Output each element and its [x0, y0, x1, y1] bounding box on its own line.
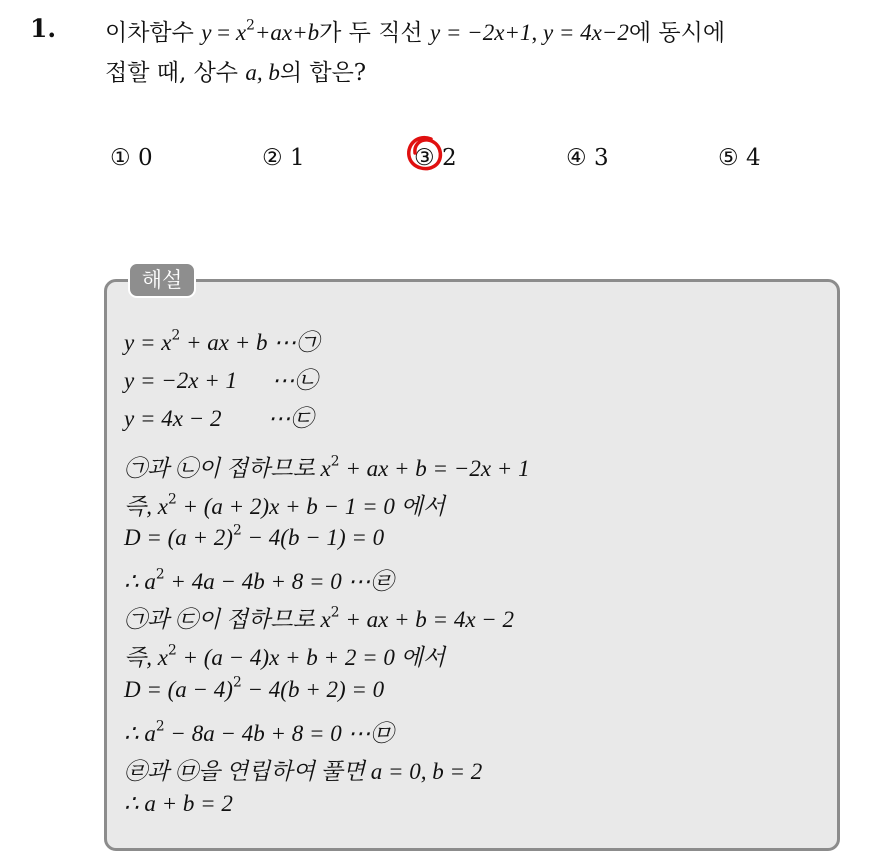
choice-5[interactable] [718, 145, 761, 171]
equation-x: x [235, 20, 247, 45]
solution-line [124, 400, 313, 433]
question-text: 이차함수 [105, 20, 202, 46]
solution-text: y = x [124, 330, 172, 355]
choice-value: 1 [289, 145, 305, 171]
choice-1[interactable] [110, 145, 153, 171]
exponent: 2 [232, 522, 242, 539]
solution-text: ∴ a + b = 2 [124, 791, 233, 816]
equation-equals: = [211, 20, 236, 45]
solution-text: ∴ a [124, 569, 156, 594]
solution-text: ⋯㉢ [221, 406, 314, 431]
exponent: 2 [232, 674, 242, 691]
solution-text: + (a + 2)x + b − 1 = 0 에서 [176, 494, 446, 519]
exponent: 2 [155, 566, 165, 583]
exponent: 2 [167, 642, 177, 659]
question-text: 의 합은? [279, 60, 367, 86]
choice-symbol: ② [262, 145, 283, 171]
solution-line [124, 563, 394, 596]
solution-text: + ax + b = −2x + 1 [339, 456, 530, 481]
solution-line [124, 791, 233, 817]
solution-text: ⋯㉡ [236, 368, 318, 393]
solution-line [124, 488, 445, 521]
equation-y: y [201, 20, 212, 45]
solution-line [124, 753, 482, 786]
solution-label: 해설 [128, 262, 196, 298]
solution-text: y = −2x + 1 [124, 368, 237, 393]
solution-text: + ax + b ⋯㉠ [180, 330, 320, 355]
solution-line [124, 324, 319, 357]
solution-text: ㉠과 ㉡이 접하므로 x [124, 456, 331, 481]
solution-text: D = (a − 4) [124, 677, 233, 702]
choice-symbol: ⑤ [718, 145, 739, 171]
solution-text: 즉, x [124, 494, 168, 519]
choice-4[interactable] [566, 145, 609, 171]
question-text-line2 [105, 54, 366, 87]
solution-text: ㉣과 ㉤을 연립하여 풀면 a = 0, b = 2 [124, 759, 483, 784]
question-text: 가 두 직선 [319, 20, 430, 46]
solution-text: ㉠과 ㉢이 접하므로 x [124, 607, 331, 632]
exponent: 2 [171, 327, 181, 344]
solution-text: + 4a − 4b + 8 = 0 ⋯㉣ [164, 569, 394, 594]
answer-circle-mark [404, 133, 446, 175]
solution-text: + ax + b = 4x − 2 [339, 607, 515, 632]
question-number: 1. [30, 14, 57, 43]
solution-text: ∴ a [124, 721, 156, 746]
choice-symbol: ③ [414, 145, 435, 171]
solution-text: 즉, x [124, 645, 168, 670]
choice-value: 3 [593, 145, 609, 171]
exponent: 2 [246, 17, 255, 34]
variables: a, b [245, 60, 280, 85]
solution-text: D = (a + 2) [124, 525, 233, 550]
line-equation-1: y = −2x+1 [429, 20, 532, 45]
solution-line [124, 362, 317, 395]
solution-text: y = 4x − 2 [124, 406, 222, 431]
exponent: 2 [155, 718, 165, 735]
choice-value: 0 [137, 145, 153, 171]
choice-value: 2 [441, 145, 457, 171]
question-text-line1 [105, 14, 725, 47]
exponent: 2 [330, 453, 340, 470]
solution-line [124, 639, 445, 672]
solution-line [124, 715, 394, 748]
question-text: 접할 때, 상수 [105, 60, 246, 86]
solution-text: − 8a − 4b + 8 = 0 ⋯㉤ [164, 721, 394, 746]
exponent: 2 [167, 491, 177, 508]
choice-symbol: ④ [566, 145, 587, 171]
solution-text: − 4(b + 2) = 0 [241, 677, 385, 702]
question-text: 에 동시에 [628, 20, 726, 46]
solution-line [124, 450, 530, 483]
choice-symbol: ① [110, 145, 131, 171]
solution-text: − 4(b − 1) = 0 [241, 525, 385, 550]
solution-line [124, 522, 385, 551]
choice-2[interactable] [262, 145, 305, 171]
line-equation-2: y = 4x−2 [542, 20, 629, 45]
solution-line [124, 674, 385, 703]
solution-line [124, 601, 514, 634]
comma: , [531, 20, 543, 45]
equation-rest: +ax+b [254, 20, 320, 45]
solution-text: + (a − 4)x + b + 2 = 0 에서 [176, 645, 446, 670]
choice-value: 4 [745, 145, 761, 171]
exponent: 2 [330, 604, 340, 621]
